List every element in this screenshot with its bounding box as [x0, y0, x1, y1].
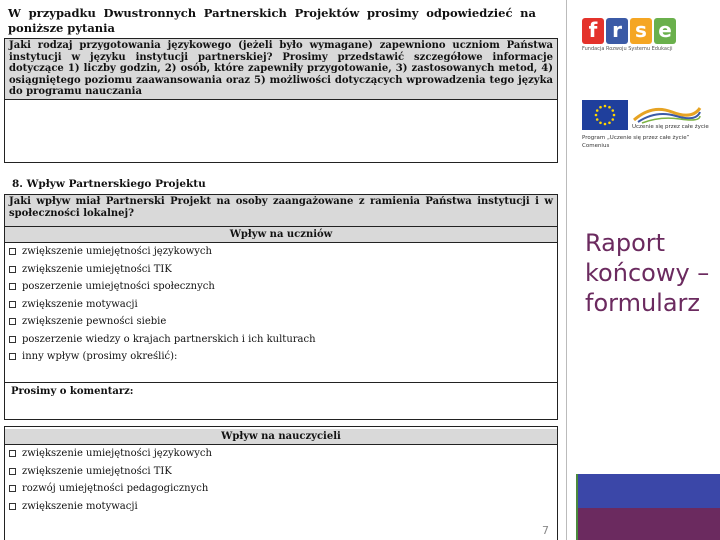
students-option-label: zwiększenie pewności siebie	[22, 316, 167, 328]
students-options-list	[5, 243, 557, 366]
checkbox-icon[interactable]	[9, 485, 16, 492]
eu-star-icon	[595, 114, 598, 117]
checkbox-icon[interactable]	[9, 353, 16, 360]
checkbox-icon[interactable]	[9, 468, 16, 475]
students-option[interactable]	[5, 278, 557, 296]
frse-letter: f	[582, 18, 604, 44]
checkbox-icon[interactable]	[9, 450, 16, 457]
eu-star-icon	[608, 106, 611, 109]
students-option[interactable]	[5, 243, 557, 261]
section-8-title: 8. Wpływ Partnerskiego Projektu	[12, 178, 206, 190]
teachers-option-label: zwiększenie umiejętności TIK	[22, 465, 172, 477]
teachers-option-label: zwiększenie motywacji	[22, 500, 138, 512]
page-number: 7	[542, 524, 549, 537]
students-impact-header: Wpływ na uczniów	[5, 227, 557, 243]
column-divider	[566, 0, 567, 540]
eu-program-line2	[582, 134, 689, 150]
eu-star-icon	[596, 118, 599, 121]
students-option[interactable]	[5, 313, 557, 331]
frse-letter: s	[630, 18, 652, 44]
accent-bar-purple	[576, 508, 720, 540]
checkbox-icon[interactable]	[9, 318, 16, 325]
students-option-label: zwiększenie umiejętności TIK	[22, 263, 172, 275]
students-option-label: zwiększenie motywacji	[22, 298, 138, 310]
eu-star-icon	[608, 121, 611, 124]
frse-letter: r	[606, 18, 628, 44]
eu-star-icon	[611, 109, 614, 112]
teachers-impact-header: Wpływ na nauczycieli	[5, 429, 557, 445]
comment-label: Prosimy o komentarz:	[11, 385, 134, 397]
checkbox-icon[interactable]	[9, 301, 16, 308]
students-option-label: poszerzenie wiedzy o krajach partnerskich i ich kulturach	[22, 333, 316, 345]
llp-swoosh-icon	[632, 102, 702, 124]
form-intro: W przypadku Dwustronnych Partnerskich Projektów prosimy odpowiedzieć na poniższe pytania	[8, 6, 536, 35]
accent-strip-green	[576, 474, 578, 540]
eu-flag-icon	[582, 100, 628, 130]
teachers-option[interactable]	[5, 498, 557, 516]
checkbox-icon[interactable]	[9, 266, 16, 273]
students-option-label: zwiększenie umiejętności językowych	[22, 246, 212, 258]
teachers-box	[4, 426, 558, 540]
checkbox-icon[interactable]	[9, 336, 16, 343]
eu-star-icon	[611, 118, 614, 121]
eu-star-icon	[613, 114, 616, 117]
teachers-option-label: rozwój umiejętności pedagogicznych	[22, 483, 209, 495]
teachers-option[interactable]	[5, 463, 557, 481]
students-option-label: poszerzenie umiejętności społecznych	[22, 281, 215, 293]
eu-program-comenius: Comenius	[582, 143, 610, 149]
frse-logo	[582, 18, 682, 60]
eu-star-icon	[604, 105, 607, 108]
question-language: Jaki rodzaj przygotowania językowego (jeżeli było wymagane) zapewniono uczniom Państwa instytucji w języku instytucji partnerskiej? Prosimy przedstawić szczegółowe informacje dotyczące 1) liczby godzin, 2) osób, które zapewniły przygotowanie, 3) zastosowanych metod, 4) osiągniętego poziomu zaawansowania oraz 5) możliwości dotyczących wprowadzenia tego języka do programu nauczania	[5, 39, 557, 100]
students-option[interactable]	[5, 296, 557, 314]
frse-letter: e	[654, 18, 676, 44]
checkbox-icon[interactable]	[9, 283, 16, 290]
slide-title: Raport końcowy – formularz	[585, 229, 710, 317]
students-option[interactable]	[5, 261, 557, 279]
eu-star-icon	[604, 123, 607, 126]
students-option[interactable]	[5, 348, 557, 366]
checkbox-icon[interactable]	[9, 503, 16, 510]
teachers-option-label: zwiększenie umiejętności językowych	[22, 448, 212, 460]
eu-program-name: Program „Uczenie się przez całe życie”	[582, 135, 690, 141]
checkbox-icon[interactable]	[9, 248, 16, 255]
teachers-option[interactable]	[5, 445, 557, 463]
teachers-options-list	[5, 445, 557, 515]
eu-program-line1: Uczenie się przez całe życie	[632, 124, 709, 130]
eu-star-icon	[599, 121, 602, 124]
frse-caption: Fundacja Rozwoju Systemu Edukacji	[582, 46, 673, 52]
form-scan	[4, 0, 566, 540]
accent-bar-blue	[576, 474, 720, 508]
question-language-box	[4, 38, 558, 163]
impact-box	[4, 194, 558, 420]
eu-star-icon	[599, 106, 602, 109]
eu-star-icon	[596, 109, 599, 112]
question-impact: Jaki wpływ miał Partnerski Projekt na osoby zaangażowane z ramienia Państwa instytucji i w społeczności lokalnej?	[5, 195, 557, 227]
eu-llp-logo	[582, 100, 709, 160]
students-option[interactable]	[5, 331, 557, 349]
teachers-option[interactable]	[5, 480, 557, 498]
students-option-label: inny wpływ (prosimy określić):	[22, 351, 178, 363]
